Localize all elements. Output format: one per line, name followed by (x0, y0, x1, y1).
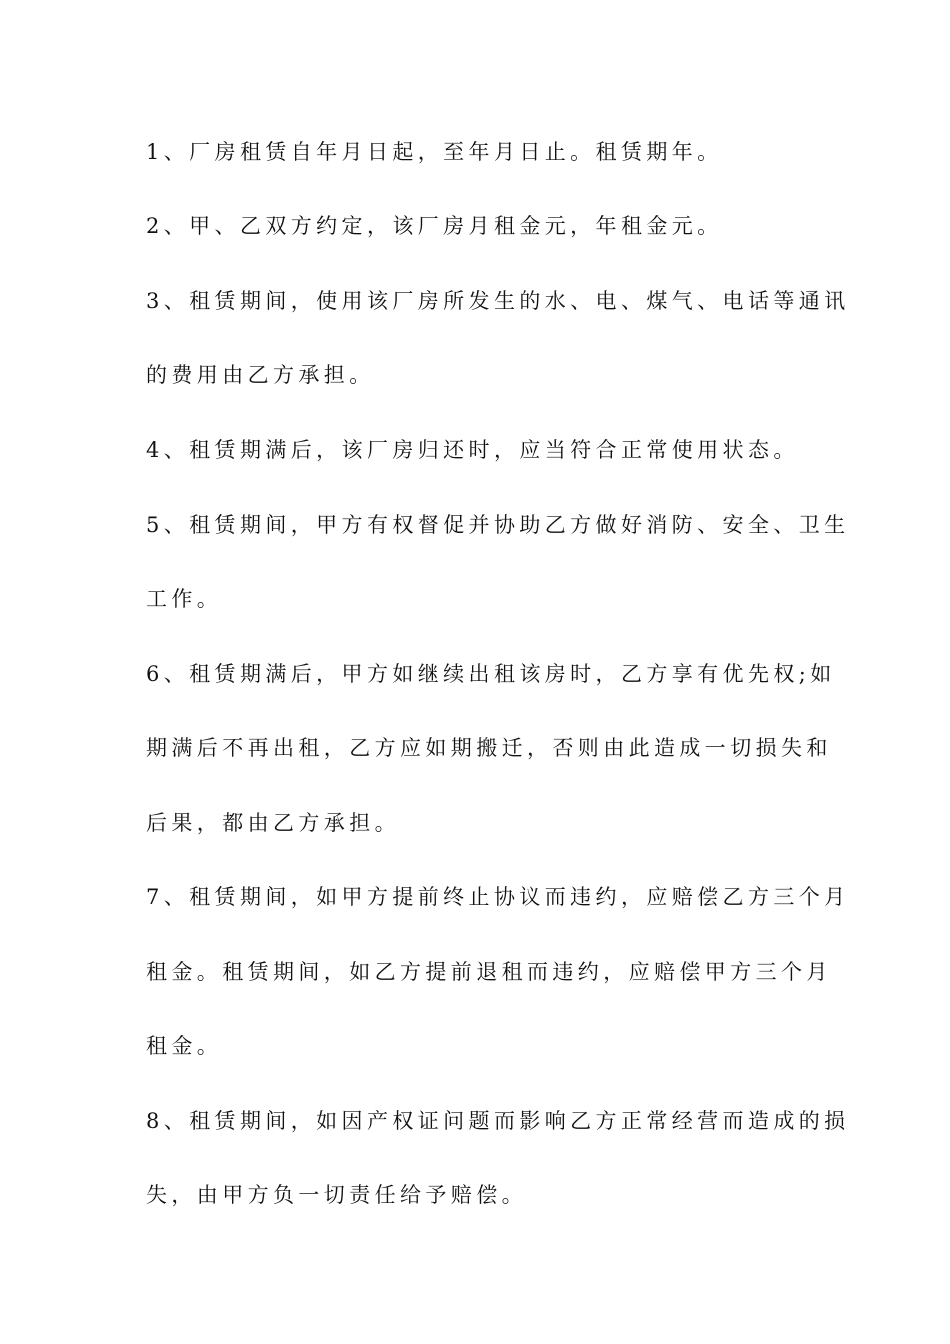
text-line-10: 后果，都由乙方承担。 (146, 811, 400, 835)
text-line-8: 6、租赁期满后，甲方如继续出租该房时，乙方享有优先权;如 (146, 662, 836, 686)
text-line-1: 1、厂房租赁自年月日起，至年月日止。租赁期年。 (146, 140, 723, 164)
text-line-11: 7、租赁期间，如甲方提前终止协议而违约，应赔偿乙方三个月 (146, 885, 850, 909)
text-line-4: 的费用由乙方承担。 (146, 363, 375, 387)
text-line-9: 期满后不再出租，乙方应如期搬迁，否则由此造成一切损失和 (146, 736, 832, 760)
text-line-13: 租金。 (146, 1034, 223, 1058)
text-line-2: 2、甲、乙双方约定，该厂房月租金元，年租金元。 (146, 214, 723, 238)
text-line-14: 8、租赁期间，如因产权证问题而影响乙方正常经营而造成的损 (146, 1109, 850, 1133)
text-line-12: 租金。租赁期间，如乙方提前退租而违约，应赔偿甲方三个月 (146, 960, 832, 984)
text-line-3: 3、租赁期间，使用该厂房所发生的水、电、煤气、电话等通讯 (146, 289, 850, 313)
text-line-15: 失，由甲方负一切责任给予赔偿。 (146, 1183, 527, 1207)
text-line-6: 5、租赁期间，甲方有权督促并协助乙方做好消防、安全、卫生 (146, 513, 850, 537)
text-line-5: 4、租赁期满后，该厂房归还时，应当符合正常使用状态。 (146, 438, 799, 462)
text-line-7: 工作。 (146, 587, 223, 611)
